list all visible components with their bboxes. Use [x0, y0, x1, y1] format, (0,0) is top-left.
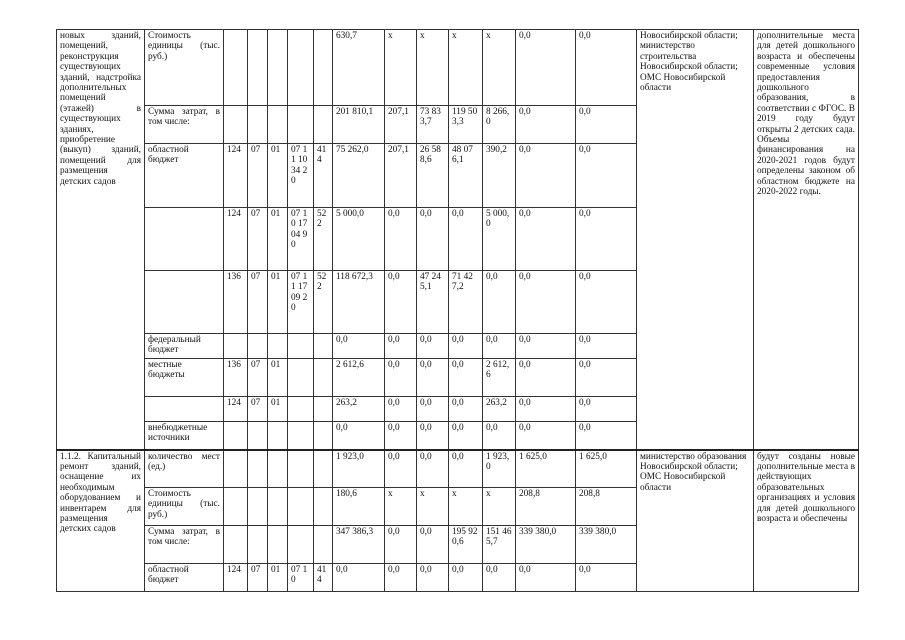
value-cell: 0,0 — [516, 30, 576, 106]
value-cell: 1 625,0 — [516, 450, 576, 488]
section-cell: 07 — [248, 271, 268, 334]
section-cell — [248, 106, 268, 144]
value-cell: 5 000,0 — [483, 208, 516, 271]
source-cell: количество мест (ед.) — [145, 450, 224, 488]
value-cell: 0,0 — [385, 526, 417, 564]
subsection-cell — [268, 30, 288, 106]
value-cell: 0,0 — [576, 397, 637, 422]
value-cell: х — [449, 488, 483, 526]
value-cell: 26 588,6 — [417, 144, 449, 208]
value-cell: 0,0 — [449, 334, 483, 359]
source-cell: федеральный бюджет — [145, 334, 224, 359]
value-cell: 71 427,2 — [449, 271, 483, 334]
section-cell — [248, 488, 268, 526]
target-article-cell — [288, 397, 314, 422]
source-cell: местные бюджеты — [145, 359, 224, 397]
expense-type-cell — [314, 30, 333, 106]
value-cell: 0,0 — [449, 359, 483, 397]
value-cell: х — [385, 30, 417, 106]
source-cell: областной бюджет — [145, 144, 224, 208]
grbs-cell — [224, 526, 248, 564]
grbs-cell — [224, 422, 248, 450]
value-cell: 0,0 — [516, 397, 576, 422]
value-cell: 0,0 — [483, 334, 516, 359]
value-cell: 0,0 — [483, 422, 516, 450]
source-cell: Сумма затрат, в том числе: — [145, 526, 224, 564]
section-cell — [248, 334, 268, 359]
value-cell: 1 923,0 — [483, 450, 516, 488]
value-cell: 180,6 — [333, 488, 385, 526]
value-cell: 263,2 — [333, 397, 385, 422]
target-article-cell — [288, 334, 314, 359]
target-article-cell: 07 10 17 04 90 — [288, 208, 314, 271]
value-cell: 0,0 — [417, 422, 449, 450]
section-cell — [248, 422, 268, 450]
subsection-cell: 01 — [268, 271, 288, 334]
value-cell: 2 612,6 — [333, 359, 385, 397]
value-cell: х — [483, 30, 516, 106]
executor-cell: Новосибирской области; министерство строительства Новосибирской области; ОМС Новосибирской области — [637, 30, 754, 450]
subsection-cell — [268, 450, 288, 488]
source-cell — [145, 271, 224, 334]
subsection-cell — [268, 488, 288, 526]
executor-cell: министерство образования Новосибирской области; ОМС Новосибирской области — [637, 450, 754, 592]
expense-type-cell — [314, 488, 333, 526]
task-cell: новых зданий, помещений, реконструкция существующих зданий, надстройка дополнительных помещений (этажей) в существующих зданиях, приобретение (выкуп) зданий, помещений для размещения детских садов — [57, 30, 145, 450]
target-article-cell: 07 10 — [288, 564, 314, 592]
value-cell: 0,0 — [576, 30, 637, 106]
value-cell: 339 380,0 — [516, 526, 576, 564]
target-article-cell — [288, 422, 314, 450]
value-cell: 0,0 — [385, 334, 417, 359]
target-article-cell — [288, 30, 314, 106]
result-cell: будут созданы новые дополнительные места в действующих образовательных организациях и условия для детей дошкольного возраста и обеспечены — [754, 450, 859, 592]
value-cell: 0,0 — [333, 422, 385, 450]
value-cell: 0,0 — [417, 359, 449, 397]
value-cell: 0,0 — [516, 271, 576, 334]
value-cell: х — [483, 488, 516, 526]
target-article-cell: 07 11 10 34 20 — [288, 144, 314, 208]
subsection-cell: 01 — [268, 564, 288, 592]
grbs-cell: 124 — [224, 397, 248, 422]
table-row — [57, 450, 859, 488]
value-cell: 0,0 — [576, 564, 637, 592]
value-cell: 0,0 — [385, 271, 417, 334]
value-cell: 339 380,0 — [576, 526, 637, 564]
section-cell: 07 — [248, 564, 268, 592]
value-cell: х — [385, 488, 417, 526]
value-cell: х — [417, 30, 449, 106]
grbs-cell — [224, 450, 248, 488]
value-cell: 48 076,1 — [449, 144, 483, 208]
value-cell: 0,0 — [449, 564, 483, 592]
section-cell: 07 — [248, 208, 268, 271]
value-cell: 201 810,1 — [333, 106, 385, 144]
value-cell: 5 000,0 — [333, 208, 385, 271]
value-cell: 75 262,0 — [333, 144, 385, 208]
result-cell: дополнительные места для детей дошкольного возраста и обеспечены современные условия предоставления дошкольного образования, в соответствии с ФГОС. В 2019 году будут открыты 2 детских сада. Объемы финансирования на 2020-2021 годов будут определены законом об областном бюджете на 2020-2022 годы. — [754, 30, 859, 450]
table-row — [57, 30, 859, 106]
expense-type-cell — [314, 334, 333, 359]
subsection-cell: 01 — [268, 144, 288, 208]
value-cell: 0,0 — [516, 106, 576, 144]
value-cell: 0,0 — [385, 450, 417, 488]
value-cell: 0,0 — [385, 422, 417, 450]
target-article-cell — [288, 359, 314, 397]
expense-type-cell — [314, 359, 333, 397]
grbs-cell: 124 — [224, 144, 248, 208]
source-cell: Стоимость единицы (тыс. руб.) — [145, 30, 224, 106]
section-cell: 07 — [248, 144, 268, 208]
value-cell: 151 465,7 — [483, 526, 516, 564]
subsection-cell: 01 — [268, 208, 288, 271]
target-article-cell — [288, 106, 314, 144]
value-cell: 207,1 — [385, 106, 417, 144]
value-cell: 347 386,3 — [333, 526, 385, 564]
value-cell: 207,1 — [385, 144, 417, 208]
value-cell: 0,0 — [576, 334, 637, 359]
program-table — [56, 29, 859, 592]
value-cell: 0,0 — [576, 208, 637, 271]
value-cell: 0,0 — [576, 144, 637, 208]
value-cell: 0,0 — [576, 106, 637, 144]
value-cell: 390,2 — [483, 144, 516, 208]
subsection-cell — [268, 106, 288, 144]
section-cell: 07 — [248, 359, 268, 397]
value-cell: х — [417, 488, 449, 526]
target-article-cell — [288, 488, 314, 526]
value-cell: 0,0 — [333, 334, 385, 359]
value-cell: 0,0 — [417, 334, 449, 359]
value-cell: 0,0 — [516, 564, 576, 592]
grbs-cell: 136 — [224, 359, 248, 397]
value-cell: 0,0 — [449, 208, 483, 271]
value-cell: 8 266,0 — [483, 106, 516, 144]
value-cell: 0,0 — [417, 526, 449, 564]
expense-type-cell — [314, 422, 333, 450]
section-cell: 07 — [248, 397, 268, 422]
expense-type-cell — [314, 397, 333, 422]
value-cell: 0,0 — [483, 271, 516, 334]
subsection-cell: 01 — [268, 397, 288, 422]
grbs-cell: 136 — [224, 271, 248, 334]
value-cell: 119 503,3 — [449, 106, 483, 144]
value-cell: 0,0 — [417, 564, 449, 592]
value-cell: 0,0 — [516, 208, 576, 271]
value-cell: х — [449, 30, 483, 106]
expense-type-cell: 522 — [314, 271, 333, 334]
grbs-cell — [224, 488, 248, 526]
expense-type-cell — [314, 106, 333, 144]
grbs-cell: 124 — [224, 564, 248, 592]
value-cell: 2 612,6 — [483, 359, 516, 397]
source-cell: Сумма затрат, в том числе: — [145, 106, 224, 144]
value-cell: 0,0 — [516, 422, 576, 450]
target-article-cell — [288, 450, 314, 488]
grbs-cell — [224, 334, 248, 359]
expense-type-cell — [314, 450, 333, 488]
value-cell: 0,0 — [385, 359, 417, 397]
value-cell: 0,0 — [516, 144, 576, 208]
subsection-cell — [268, 422, 288, 450]
expense-type-cell: 522 — [314, 208, 333, 271]
expense-type-cell — [314, 526, 333, 564]
value-cell: 0,0 — [449, 450, 483, 488]
subsection-cell — [268, 526, 288, 564]
source-cell — [145, 397, 224, 422]
source-cell: внебюджетные источники — [145, 422, 224, 450]
value-cell: 195 920,6 — [449, 526, 483, 564]
section-cell — [248, 450, 268, 488]
value-cell: 47 245,1 — [417, 271, 449, 334]
value-cell: 208,8 — [576, 488, 637, 526]
subsection-cell: 01 — [268, 359, 288, 397]
value-cell: 0,0 — [333, 564, 385, 592]
value-cell: 1 625,0 — [576, 450, 637, 488]
grbs-cell — [224, 106, 248, 144]
source-cell: Стоимость единицы (тыс. руб.) — [145, 488, 224, 526]
section-cell — [248, 526, 268, 564]
grbs-cell: 124 — [224, 208, 248, 271]
value-cell: 0,0 — [417, 208, 449, 271]
value-cell: 0,0 — [576, 271, 637, 334]
target-article-cell: 07 11 17 09 20 — [288, 271, 314, 334]
value-cell: 0,0 — [417, 397, 449, 422]
value-cell: 0,0 — [516, 334, 576, 359]
value-cell: 0,0 — [385, 208, 417, 271]
source-cell — [145, 208, 224, 271]
value-cell: 0,0 — [449, 422, 483, 450]
target-article-cell — [288, 526, 314, 564]
value-cell: 118 672,3 — [333, 271, 385, 334]
value-cell: 0,0 — [385, 397, 417, 422]
value-cell: 263,2 — [483, 397, 516, 422]
expense-type-cell: 414 — [314, 564, 333, 592]
value-cell: 0,0 — [449, 397, 483, 422]
subsection-cell — [268, 334, 288, 359]
expense-type-cell: 414 — [314, 144, 333, 208]
section-cell — [248, 30, 268, 106]
value-cell: 0,0 — [385, 564, 417, 592]
task-cell: 1.1.2. Капитальный ремонт зданий, оснащение их необходимым оборудованием и инвентарем для размещения детских садов — [57, 450, 145, 592]
value-cell: 0,0 — [576, 359, 637, 397]
grbs-cell — [224, 30, 248, 106]
source-cell: областной бюджет — [145, 564, 224, 592]
value-cell: 0,0 — [483, 564, 516, 592]
value-cell: 1 923,0 — [333, 450, 385, 488]
value-cell: 73 833,7 — [417, 106, 449, 144]
value-cell: 630,7 — [333, 30, 385, 106]
value-cell: 208,8 — [516, 488, 576, 526]
value-cell: 0,0 — [417, 450, 449, 488]
value-cell: 0,0 — [516, 359, 576, 397]
value-cell: 0,0 — [576, 422, 637, 450]
